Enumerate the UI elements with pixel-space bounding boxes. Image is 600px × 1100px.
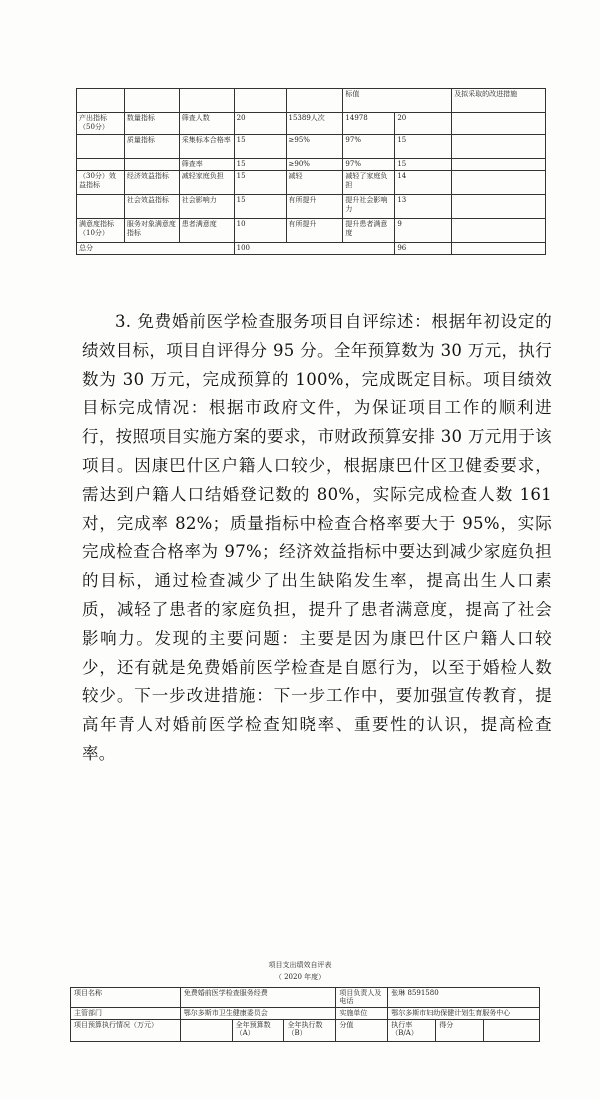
- table-row: 筛查率 15 ≥90% 97% 15: [77, 159, 546, 171]
- header-biaozhi: 标值: [343, 89, 452, 113]
- total-score: 96: [395, 243, 452, 255]
- form-title: 项目支出绩效自评表: [268, 961, 332, 969]
- table-row: 满意度指标（10分） 服务对象满意度指标 患者满意度 10 有所提升 提升患者满意度 9: [77, 219, 546, 243]
- supervising-dept: 鄂尔多斯市卫生健康委员会: [180, 1008, 336, 1020]
- implementing-unit: 鄂尔多斯市妇幼保健计划生育服务中心: [388, 1008, 540, 1020]
- header-measures: 及拟采取的改进措施: [452, 89, 546, 113]
- form-row: 主管部门 鄂尔多斯市卫生健康委员会 实施单位 鄂尔多斯市妇幼保健计划生育服务中心: [71, 1008, 540, 1020]
- performance-indicator-table: [76, 88, 546, 255]
- project-name: 免费婚前医学检查服务经费: [180, 988, 336, 1008]
- project-leader: 张琳 8591580: [388, 988, 540, 1008]
- summary-paragraph: 3. 免费婚前医学检查服务项目自评综述：根据年初设定的绩效目标，项目自评得分 95 分。全年预算数为 30 万元，执行数为 30 万元，完成预算的 100%，完成既定目标。项目绩效目标完成情况：根据市政府文件，为保证项目工作的顺利进行，按照项目实施方案的要求，市财政预算安排 30 万元用于该项目。因康巴什区户籍人口较少，根据康巴什区卫健委要求，需达到户籍人口结婚登记数的 80%，实际完成检查人数 161 对，完成率 82%；质量指标中检查合格率要大于 95%，实际完成检查合格率为 97%；经济效益指标中要达到减少家庭负担的目标，通过检查减少了出生缺陷发生率，提高出生人口素质，减轻了患者的家庭负担，提升了患者满意度，提高了社会影响力。发现的主要问题：主要是因为康巴什区户籍人口较少，还有就是免费婚前医学检查是自愿行为，以至于婚检人数较少。下一步改进措施：下一步工作中，要加强宣传教育，提高年青人对婚前医学检查知晓率、重要性的认识，提高检查率。: [82, 312, 552, 763]
- form-row: 项目名称 免费婚前医学检查服务经费 项目负责人及电话 张琳 8591580: [71, 988, 540, 1008]
- self-evaluation-form: [70, 987, 540, 1042]
- table-row: （30分）效益指标 经济效益指标 减轻家庭负担 15 减轻 减轻了家庭负担 14: [77, 171, 546, 195]
- table-row: 质量指标 采集标本合格率 15 ≥95% 97% 15: [77, 135, 546, 159]
- form-row: 项目预算执行情况（万元） 全年预算数（A） 全年执行数（B） 分值 执行率（B/A） 得分: [71, 1020, 540, 1042]
- form-year: （ 2020 年度）: [274, 973, 326, 981]
- table-row: 产出指标（50分） 数量指标 筛查人数 20 15389人次 14978 20: [77, 113, 546, 135]
- summary-section: [82, 308, 552, 769]
- total-weight: 100: [234, 243, 395, 255]
- total-label: 总分: [77, 243, 235, 255]
- table-row: 社会效益指标 社会影响力 15 有所提升 提升社会影响力 13: [77, 195, 546, 219]
- table-header-row: [77, 89, 546, 113]
- total-row: [77, 243, 546, 255]
